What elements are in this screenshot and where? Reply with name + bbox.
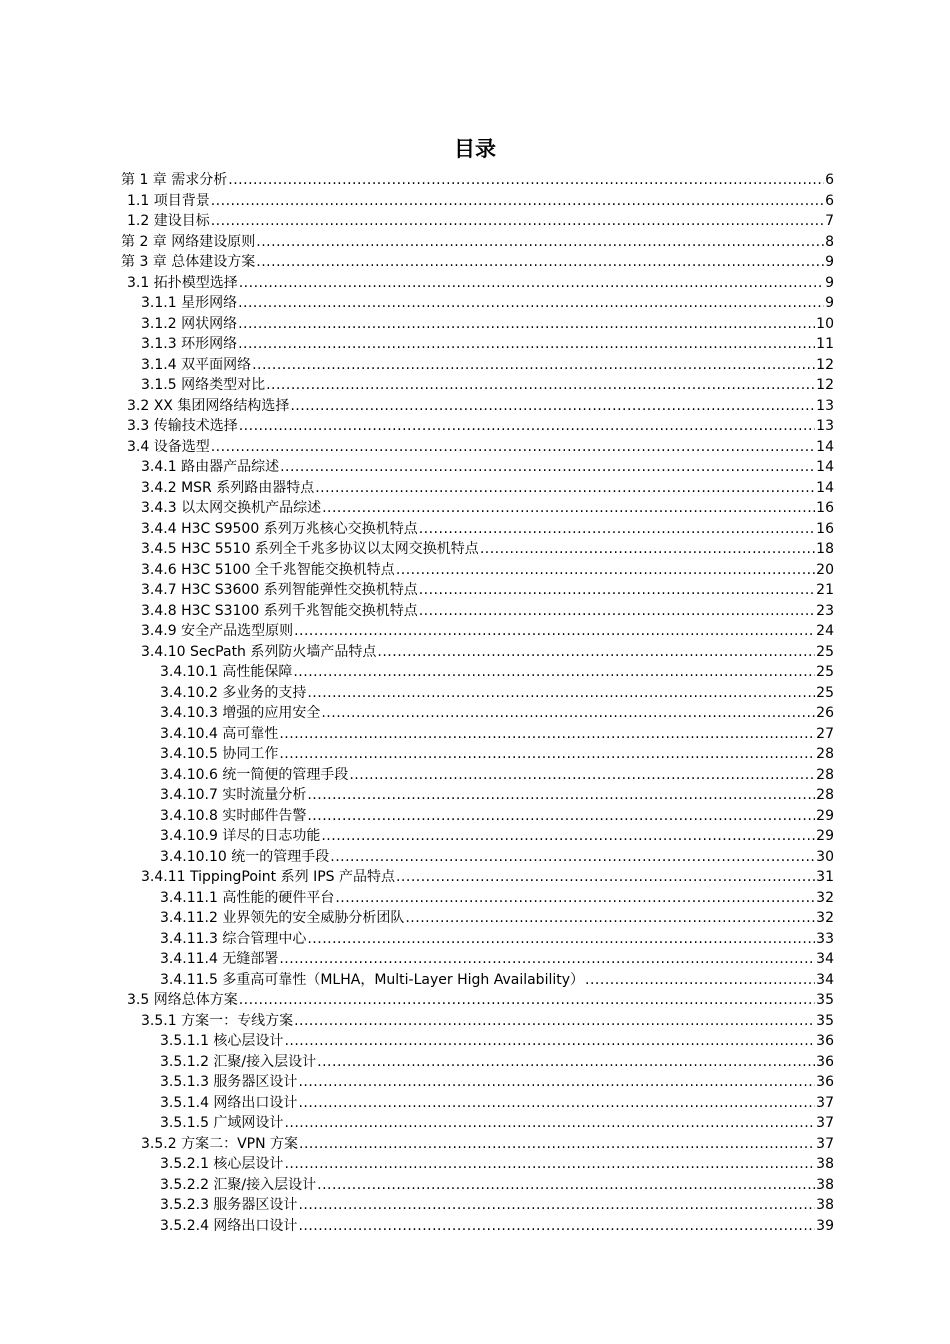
toc-entry-label: 3.5.1.5 广域网设计 (160, 1115, 284, 1131)
toc-entry-page-number: 29 (816, 807, 834, 824)
table-of-contents (121, 170, 834, 1236)
toc-entry-page-number: 36 (816, 1053, 834, 1070)
toc-entry-page-number: 10 (816, 315, 834, 332)
toc-entry-page-number: 27 (816, 725, 834, 742)
toc-dot-leader (322, 498, 815, 519)
toc-dot-leader (279, 744, 815, 765)
toc-dot-leader (307, 683, 815, 704)
toc-entry-page-number: 6 (825, 192, 834, 209)
toc-entry[interactable] (121, 703, 834, 724)
toc-entry-label: 3.4.2 MSR 系列路由器特点 (141, 479, 315, 496)
toc-entry-label: 3.5.1.1 核心层设计 (160, 1033, 284, 1049)
toc-entry-page-number: 30 (816, 848, 834, 865)
toc-entry[interactable] (121, 642, 834, 663)
toc-entry-page-number: 28 (816, 746, 834, 762)
toc-entry-label: 3.1.5 网络类型对比 (141, 377, 266, 393)
toc-entry-label: 第 2 章 网络建设原则 (121, 233, 256, 250)
toc-dot-leader (396, 560, 815, 581)
toc-entry-label: 3.4.10 SecPath 系列防火墙产品特点 (141, 643, 377, 660)
toc-dot-leader (211, 211, 824, 232)
toc-entry-page-number: 21 (816, 582, 834, 598)
toc-entry[interactable] (121, 1216, 834, 1237)
toc-entry-label: 3.4.3 以太网交换机产品综述 (141, 500, 322, 516)
toc-entry[interactable] (121, 1011, 834, 1032)
toc-entry[interactable] (121, 1134, 834, 1155)
toc-entry-page-number: 9 (825, 295, 834, 311)
toc-dot-leader (419, 601, 815, 622)
toc-entry-page-number: 38 (816, 1197, 834, 1213)
toc-dot-leader (480, 539, 815, 560)
toc-entry[interactable] (121, 970, 834, 991)
toc-dot-leader (266, 375, 815, 396)
toc-entry[interactable] (121, 765, 834, 786)
toc-entry-label: 3.1 拓扑模型选择 (127, 274, 238, 291)
toc-entry-page-number: 12 (816, 377, 834, 393)
toc-entry[interactable] (121, 416, 834, 437)
toc-entry-label: 3.4.6 H3C 5100 全千兆智能交换机特点 (141, 561, 395, 578)
toc-entry-page-number: 28 (816, 787, 834, 803)
toc-dot-leader (405, 908, 815, 929)
toc-entry-label: 3.5 网络总体方案 (127, 992, 238, 1008)
toc-entry-label: 3.2 XX 集团网络结构选择 (127, 397, 290, 414)
toc-entry-label: 第 3 章 总体建设方案 (121, 254, 256, 270)
toc-entry-label: 3.5.1.3 服务器区设计 (160, 1074, 298, 1090)
toc-entry-page-number: 7 (825, 213, 834, 229)
toc-entry[interactable] (121, 826, 834, 847)
toc-entry[interactable] (121, 1154, 834, 1175)
toc-dot-leader (279, 949, 815, 970)
toc-dot-leader (307, 929, 815, 950)
toc-dot-leader (307, 806, 815, 827)
toc-dot-leader (284, 1031, 815, 1052)
toc-entry-label: 3.5.1.2 汇聚/接入层设计 (160, 1053, 317, 1070)
toc-entry-page-number: 35 (816, 1012, 834, 1029)
toc-entry[interactable] (121, 314, 834, 335)
toc-entry-page-number: 37 (816, 1135, 834, 1152)
toc-entry-page-number: 28 (816, 766, 834, 783)
toc-entry-page-number: 25 (816, 664, 834, 680)
toc-entry-label: 3.4.4 H3C S9500 系列万兆核心交换机特点 (141, 520, 418, 537)
toc-entry-page-number: 36 (816, 1033, 834, 1049)
toc-entry-label: 3.5.2.4 网络出口设计 (160, 1217, 298, 1234)
toc-entry-page-number: 9 (825, 254, 834, 270)
toc-entry[interactable] (121, 232, 834, 253)
toc-entry-page-number: 33 (816, 930, 834, 947)
toc-dot-leader (419, 519, 815, 540)
toc-entry-page-number: 13 (816, 418, 834, 434)
toc-entry[interactable] (121, 457, 834, 478)
toc-entry[interactable] (121, 888, 834, 909)
toc-entry-label: 3.1.2 网状网络 (141, 315, 238, 332)
toc-entry-page-number: 25 (816, 684, 834, 701)
toc-entry-label: 3.4 设备选型 (127, 438, 210, 455)
toc-entry-label: 3.4.10.3 增强的应用安全 (160, 705, 321, 721)
toc-entry-label: 第 1 章 需求分析 (121, 172, 228, 188)
toc-entry-page-number: 37 (816, 1094, 834, 1111)
toc-dot-leader (377, 642, 815, 663)
toc-entry[interactable] (121, 539, 834, 560)
toc-entry[interactable] (121, 908, 834, 929)
toc-dot-leader (284, 1113, 815, 1134)
toc-entry[interactable] (121, 744, 834, 765)
toc-entry-label: 3.5.2.1 核心层设计 (160, 1156, 284, 1172)
toc-entry-page-number: 39 (816, 1217, 834, 1234)
toc-entry-label: 3.4.10.8 实时邮件告警 (160, 807, 307, 824)
toc-dot-leader (290, 396, 815, 417)
toc-dot-leader (239, 273, 824, 294)
toc-entry[interactable] (121, 1093, 834, 1114)
toc-entry-page-number: 31 (816, 869, 834, 885)
toc-entry[interactable] (121, 211, 834, 232)
toc-entry-page-number: 9 (825, 274, 834, 291)
toc-entry-page-number: 14 (816, 438, 834, 455)
toc-entry-label: 3.4.10.9 详尽的日志功能 (160, 828, 321, 844)
toc-dot-leader (321, 703, 815, 724)
toc-dot-leader (585, 970, 815, 991)
toc-dot-leader (419, 580, 815, 601)
toc-entry-page-number: 34 (816, 951, 834, 967)
toc-entry[interactable] (121, 355, 834, 376)
toc-entry-label: 3.4.5 H3C 5510 系列全千兆多协议以太网交换机特点 (141, 541, 479, 557)
toc-dot-leader (299, 1134, 815, 1155)
toc-entry[interactable] (121, 1031, 834, 1052)
toc-entry-label: 3.4.1 路由器产品综述 (141, 459, 280, 475)
toc-entry-page-number: 32 (816, 889, 834, 906)
toc-entry[interactable] (121, 1052, 834, 1073)
toc-entry-page-number: 11 (816, 336, 834, 352)
toc-entry[interactable] (121, 929, 834, 950)
toc-entry-label: 3.1.1 星形网络 (141, 295, 238, 311)
toc-entry-page-number: 16 (816, 500, 834, 516)
toc-dot-leader (293, 662, 815, 683)
toc-dot-leader (298, 1216, 815, 1237)
toc-entry-label: 3.4.9 安全产品选型原则 (141, 623, 294, 639)
toc-entry-label: 3.4.11.1 高性能的硬件平台 (160, 889, 335, 906)
toc-entry[interactable] (121, 724, 834, 745)
toc-entry[interactable] (121, 519, 834, 540)
toc-entry-page-number: 16 (816, 520, 834, 537)
toc-entry-label: 3.3 传输技术选择 (127, 418, 238, 434)
toc-entry-page-number: 14 (816, 459, 834, 475)
toc-entry-page-number: 24 (816, 623, 834, 639)
toc-entry-label: 3.5.1.4 网络出口设计 (160, 1094, 298, 1111)
toc-entry-page-number: 8 (825, 233, 834, 250)
toc-dot-leader (238, 293, 824, 314)
toc-dot-leader (280, 457, 815, 478)
toc-dot-leader (238, 314, 815, 335)
toc-entry[interactable] (121, 498, 834, 519)
toc-entry[interactable] (121, 601, 834, 622)
toc-entry-page-number: 35 (816, 992, 834, 1008)
toc-dot-leader (349, 765, 815, 786)
toc-entry-label: 1.1 项目背景 (127, 192, 210, 209)
toc-dot-leader (284, 1154, 815, 1175)
toc-entry[interactable] (121, 375, 834, 396)
toc-entry-label: 3.1.3 环形网络 (141, 336, 238, 352)
toc-entry-label: 3.4.11.5 多重高可靠性（MLHA，Multi-Layer High Availability） (160, 971, 585, 988)
toc-entry-label: 3.4.7 H3C S3600 系列智能弹性交换机特点 (141, 582, 418, 598)
toc-entry-page-number: 23 (816, 602, 834, 619)
toc-entry-page-number: 18 (816, 541, 834, 557)
toc-entry-label: 3.5.1 方案一：专线方案 (141, 1012, 294, 1029)
toc-entry[interactable] (121, 949, 834, 970)
toc-entry-page-number: 12 (816, 356, 834, 373)
toc-entry-label: 3.4.11.3 综合管理中心 (160, 930, 307, 947)
toc-dot-leader (317, 1175, 815, 1196)
toc-entry-label: 3.4.10.6 统一简便的管理手段 (160, 766, 349, 783)
toc-entry-page-number: 6 (825, 172, 834, 188)
toc-entry-page-number: 14 (816, 479, 834, 496)
toc-entry-label: 3.4.10.2 多业务的支持 (160, 684, 307, 701)
toc-dot-leader (228, 170, 824, 191)
toc-entry[interactable] (121, 806, 834, 827)
toc-entry[interactable] (121, 170, 834, 191)
toc-entry[interactable] (121, 1175, 834, 1196)
toc-entry-page-number: 13 (816, 397, 834, 414)
toc-dot-leader (335, 888, 815, 909)
toc-entry[interactable] (121, 334, 834, 355)
toc-dot-leader (396, 867, 815, 888)
toc-entry-label: 3.4.10.1 高性能保障 (160, 664, 293, 680)
toc-dot-leader (298, 1195, 815, 1216)
toc-entry-page-number: 34 (816, 971, 834, 988)
toc-entry-label: 3.4.10.7 实时流量分析 (160, 787, 307, 803)
toc-entry[interactable] (121, 252, 834, 273)
toc-dot-leader (330, 847, 815, 868)
toc-dot-leader (256, 232, 824, 253)
toc-entry[interactable] (121, 293, 834, 314)
toc-entry[interactable] (121, 662, 834, 683)
toc-entry-label: 3.4.10.5 协同工作 (160, 746, 279, 762)
toc-title: 目录 (454, 137, 496, 161)
toc-dot-leader (211, 437, 815, 458)
toc-dot-leader (211, 191, 824, 212)
toc-entry-label: 3.4.10.4 高可靠性 (160, 725, 279, 742)
toc-dot-leader (315, 478, 815, 499)
toc-dot-leader (317, 1052, 815, 1073)
toc-entry-label: 3.5.2 方案二：VPN 方案 (141, 1135, 299, 1152)
toc-entry[interactable] (121, 990, 834, 1011)
toc-entry-page-number: 32 (816, 910, 834, 926)
toc-dot-leader (256, 252, 824, 273)
toc-dot-leader (294, 621, 815, 642)
toc-entry[interactable] (121, 437, 834, 458)
toc-entry-label: 3.4.10.10 统一的管理手段 (160, 848, 330, 865)
toc-dot-leader (239, 990, 815, 1011)
toc-entry[interactable] (121, 580, 834, 601)
toc-entry[interactable] (121, 683, 834, 704)
toc-dot-leader (239, 416, 815, 437)
toc-entry-page-number: 38 (816, 1156, 834, 1172)
toc-entry-label: 3.4.11 TippingPoint 系列 IPS 产品特点 (141, 869, 395, 885)
toc-dot-leader (298, 1093, 815, 1114)
toc-dot-leader (294, 1011, 815, 1032)
toc-entry-page-number: 25 (816, 643, 834, 660)
toc-dot-leader (298, 1072, 815, 1093)
toc-entry-page-number: 20 (816, 561, 834, 578)
toc-dot-leader (279, 724, 815, 745)
toc-dot-leader (252, 355, 815, 376)
toc-entry-page-number: 37 (816, 1115, 834, 1131)
toc-entry[interactable] (121, 1195, 834, 1216)
toc-entry[interactable] (121, 867, 834, 888)
toc-entry-label: 3.4.11.4 无缝部署 (160, 951, 279, 967)
toc-dot-leader (238, 334, 815, 355)
toc-dot-leader (307, 785, 815, 806)
toc-entry-page-number: 29 (816, 828, 834, 844)
toc-entry[interactable] (121, 621, 834, 642)
toc-entry-label: 3.4.8 H3C S3100 系列千兆智能交换机特点 (141, 602, 418, 619)
toc-entry[interactable] (121, 273, 834, 294)
toc-entry-page-number: 38 (816, 1176, 834, 1193)
toc-entry[interactable] (121, 396, 834, 417)
toc-entry-label: 3.4.11.2 业界领先的安全威胁分析团队 (160, 910, 405, 926)
toc-entry-label: 3.5.2.3 服务器区设计 (160, 1197, 298, 1213)
toc-entry-label: 3.5.2.2 汇聚/接入层设计 (160, 1176, 317, 1193)
toc-entry[interactable] (121, 1072, 834, 1093)
toc-entry[interactable] (121, 785, 834, 806)
toc-dot-leader (321, 826, 815, 847)
toc-entry-label: 3.1.4 双平面网络 (141, 356, 252, 373)
toc-entry[interactable] (121, 847, 834, 868)
toc-entry-label: 1.2 建设目标 (127, 213, 210, 229)
toc-entry-page-number: 26 (816, 705, 834, 721)
toc-entry[interactable] (121, 1113, 834, 1134)
toc-entry[interactable] (121, 191, 834, 212)
toc-entry[interactable] (121, 478, 834, 499)
toc-entry-page-number: 36 (816, 1074, 834, 1090)
toc-entry[interactable] (121, 560, 834, 581)
